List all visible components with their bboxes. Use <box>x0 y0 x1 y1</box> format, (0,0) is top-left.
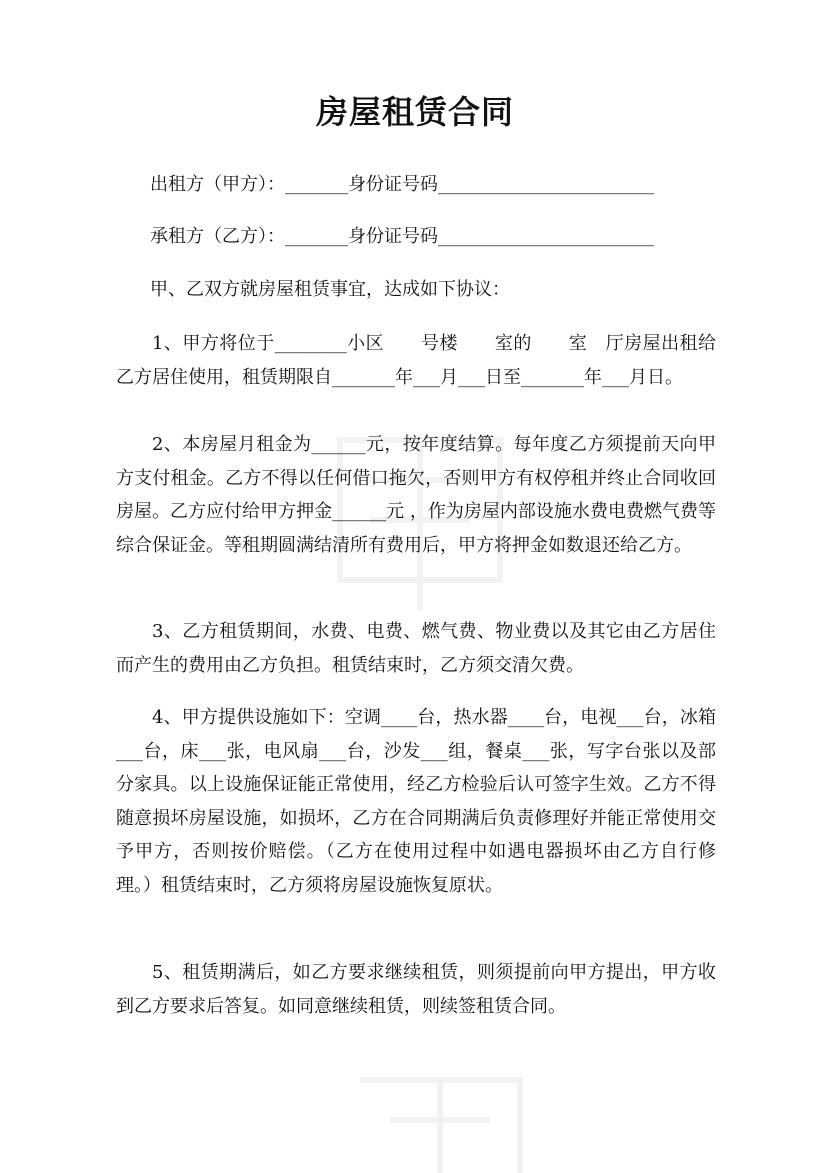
clause-1: 1、甲方将位于________小区 号楼 室的 室 厅房屋出租给乙方居住使用，租赁期限自_______年___月___日至_______年___月日。 <box>116 333 716 388</box>
lessor-line: 出租方（甲方）：_______身份证号码________________________ <box>150 174 654 195</box>
clause-4: 4、甲方提供设施如下：空调____台，热水器____台，电视___台，冰箱___台，床___张，电风扇___台，沙发___组，餐桌___张，写字台张以及部分家具。以上设施保证能正常使用，经乙方检验后认可签字生效。乙方不得随意损坏房屋设施，如损坏，乙方在合同期满后负责修理好并能正常使用交予甲方，否则按价赔偿。（乙方在使用过程中如遇电器损坏由乙方自行修理。）租赁结束时，乙方须将房屋设施恢复原状。 <box>116 707 716 896</box>
document-title: 房屋租赁合同 <box>315 93 514 131</box>
clause-2: 2、本房屋月租金为______元，按年度结算。每年度乙方须提前天向甲方支付租金。乙方不得以任何借口拖欠，否则甲方有权停租并终止合同收回房屋。乙方应付给甲方押金______元 ，作为房屋内部设施水费电费燃气费等综合保证金。等租期圆满结清所有费用后，甲方将押金如数退还给乙方。 <box>116 434 716 556</box>
lessee-line: 承租方（乙方）：_______身份证号码________________________ <box>150 226 654 247</box>
agreement-intro: 甲、乙双方就房屋租赁事宜，达成如下协议： <box>150 279 510 300</box>
watermark-icon <box>330 1050 550 1173</box>
clause-5: 5、租赁期满后，如乙方要求继续租赁，则须提前向甲方提出，甲方收到乙方要求后答复。如同意继续租赁，则续签租赁合同。 <box>116 962 716 1017</box>
clause-3: 3、乙方租赁期间，水费、电费、燃气费、物业费以及其它由乙方居住而产生的费用由乙方负担。租赁结束时，乙方须交清欠费。 <box>116 621 716 676</box>
